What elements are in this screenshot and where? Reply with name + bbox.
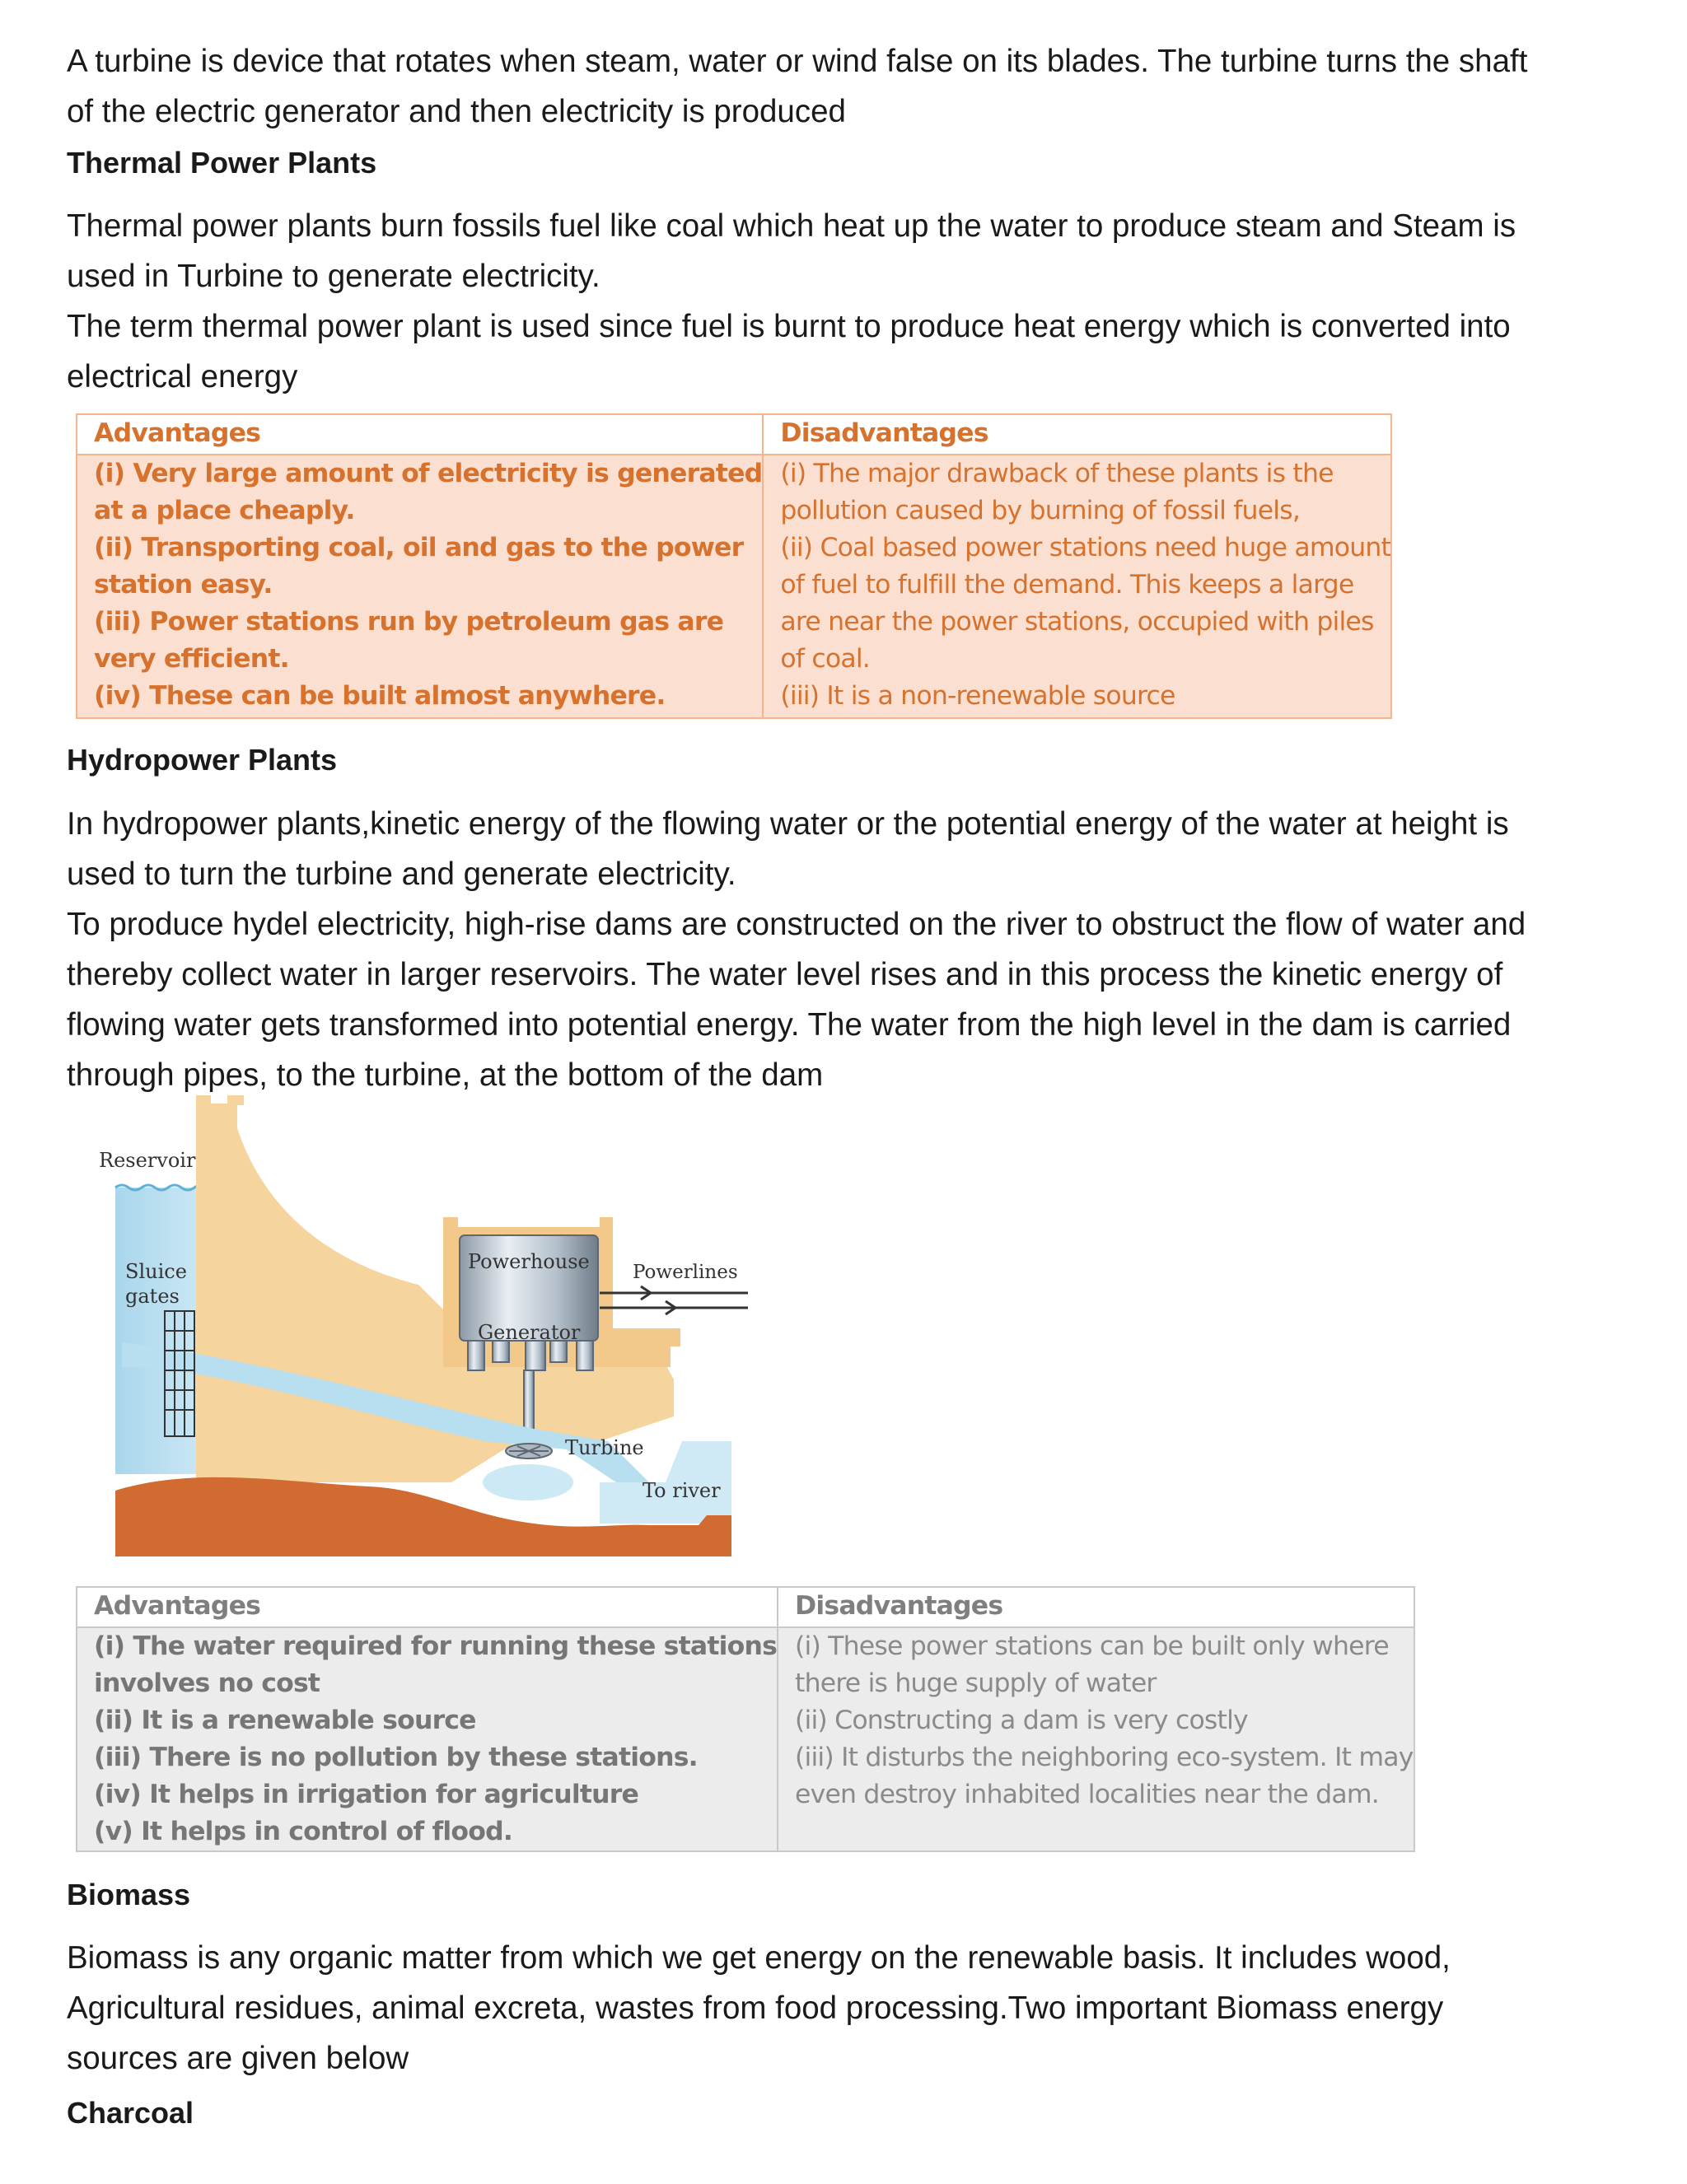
table-line: of fuel to fulfill the demand. This keeps a large xyxy=(780,570,1354,600)
disadvantages-cell xyxy=(778,1627,1414,1851)
advantages-cell xyxy=(77,455,763,718)
charcoal-heading: Charcoal xyxy=(67,2096,194,2130)
text-line: electrical energy xyxy=(67,359,298,394)
generator-leg xyxy=(468,1341,484,1370)
table-line: are near the power stations, occupied with piles xyxy=(780,607,1374,637)
table-line: (i) These power stations can be built only where xyxy=(795,1631,1389,1661)
table-line: (iii) There is no pollution by these stations. xyxy=(94,1743,698,1772)
table-line: (ii) Constructing a dam is very costly xyxy=(795,1706,1248,1735)
table-line: at a place cheaply. xyxy=(94,496,355,525)
table-line: (iv) It helps in irrigation for agriculture xyxy=(94,1780,639,1809)
disadvantages-header: Disadvantages xyxy=(778,1587,1414,1627)
hydro-paragraph xyxy=(67,799,1632,1100)
hydropower-diagram xyxy=(72,1095,764,1565)
advantages-header: Advantages xyxy=(77,1587,778,1627)
table-line: (iii) It disturbs the neighboring eco-system. It may xyxy=(795,1743,1414,1772)
table-line: of coal. xyxy=(780,644,871,674)
table-line: (v) It helps in control of flood. xyxy=(94,1817,513,1846)
hydro-heading: Hydropower Plants xyxy=(67,743,338,777)
text-line: The term thermal power plant is used since fuel is burnt to produce heat energy which is converted into xyxy=(67,309,1511,344)
label-reservoir: Reservoir xyxy=(99,1149,196,1172)
thermal-comparison-table xyxy=(76,413,1392,719)
generator-leg xyxy=(526,1341,545,1370)
text-line: To produce hydel electricity, high-rise dams are constructed on the river to obstruct the flow of water and xyxy=(67,907,1526,942)
table-line: pollution caused by burning of fossil fuels, xyxy=(780,496,1301,525)
table-line: (i) Very large amount of electricity is generated xyxy=(94,459,763,488)
table-line: (i) The major drawback of these plants is the xyxy=(780,459,1334,488)
text-line: A turbine is device that rotates when steam, water or wind false on its blades. The turbine turns the shaft xyxy=(67,44,1528,79)
table-line: (iii) It is a non-renewable source xyxy=(780,681,1175,711)
text-line: used to turn the turbine and generate electricity. xyxy=(67,856,736,892)
table-line: (ii) It is a renewable source xyxy=(94,1706,476,1735)
hydro-comparison-table xyxy=(76,1586,1415,1852)
thermal-paragraph xyxy=(67,201,1632,402)
table-line: very efficient. xyxy=(94,644,289,674)
text-line: thereby collect water in larger reservoirs. The water level rises and in this process the kinetic energy of xyxy=(67,957,1503,992)
table-line: (iii) Power stations run by petroleum gas are xyxy=(94,607,724,637)
biomass-paragraph xyxy=(67,1933,1632,2084)
text-line: In hydropower plants,kinetic energy of the flowing water or the potential energy of the water at height is xyxy=(67,806,1509,842)
text-line: Agricultural residues, animal excreta, wastes from food processing.Two important Biomass energy xyxy=(67,1990,1444,2026)
turbine-runner xyxy=(506,1444,552,1458)
label-gates: gates xyxy=(125,1285,180,1308)
text-line: used in Turbine to generate electricity. xyxy=(67,259,600,294)
table-line: involves no cost xyxy=(94,1668,320,1698)
advantages-cell xyxy=(77,1627,778,1851)
text-line: Thermal power plants burn fossils fuel like coal which heat up the water to produce steam and Steam is xyxy=(67,208,1516,244)
table-line: there is huge supply of water xyxy=(795,1668,1157,1698)
turbine-pool xyxy=(483,1464,573,1500)
table-line: station easy. xyxy=(94,570,273,600)
table-line: (iv) These can be built almost anywhere. xyxy=(94,681,666,711)
disadvantages-cell xyxy=(763,455,1391,718)
label-to-river: To river xyxy=(643,1479,721,1502)
label-generator: Generator xyxy=(478,1321,581,1344)
intro-paragraph xyxy=(67,36,1632,137)
text-line: through pipes, to the turbine, at the bottom of the dam xyxy=(67,1057,824,1093)
table-line: (ii) Transporting coal, oil and gas to the power xyxy=(94,533,744,562)
label-turbine: Turbine xyxy=(565,1436,644,1459)
text-line: Biomass is any organic matter from which we get energy on the renewable basis. It includes wood, xyxy=(67,1940,1451,1976)
biomass-heading: Biomass xyxy=(67,1878,191,1911)
label-powerlines: Powerlines xyxy=(633,1262,738,1283)
thermal-heading: Thermal Power Plants xyxy=(67,146,377,180)
table-line: (i) The water required for running these stations xyxy=(94,1631,778,1661)
advantages-header: Advantages xyxy=(77,414,763,455)
table-line: (ii) Coal based power stations need huge amount xyxy=(780,533,1391,562)
text-line: sources are given below xyxy=(67,2041,409,2076)
disadvantages-header: Disadvantages xyxy=(763,414,1391,455)
generator-leg xyxy=(577,1341,593,1370)
table-line: even destroy inhabited localities near the dam. xyxy=(795,1780,1379,1809)
text-line: of the electric generator and then electricity is produced xyxy=(67,94,846,129)
text-line: flowing water gets transformed into potential energy. The water from the high level in the dam is carried xyxy=(67,1007,1512,1043)
label-powerhouse: Powerhouse xyxy=(468,1250,590,1273)
label-sluice: Sluice xyxy=(125,1260,187,1283)
